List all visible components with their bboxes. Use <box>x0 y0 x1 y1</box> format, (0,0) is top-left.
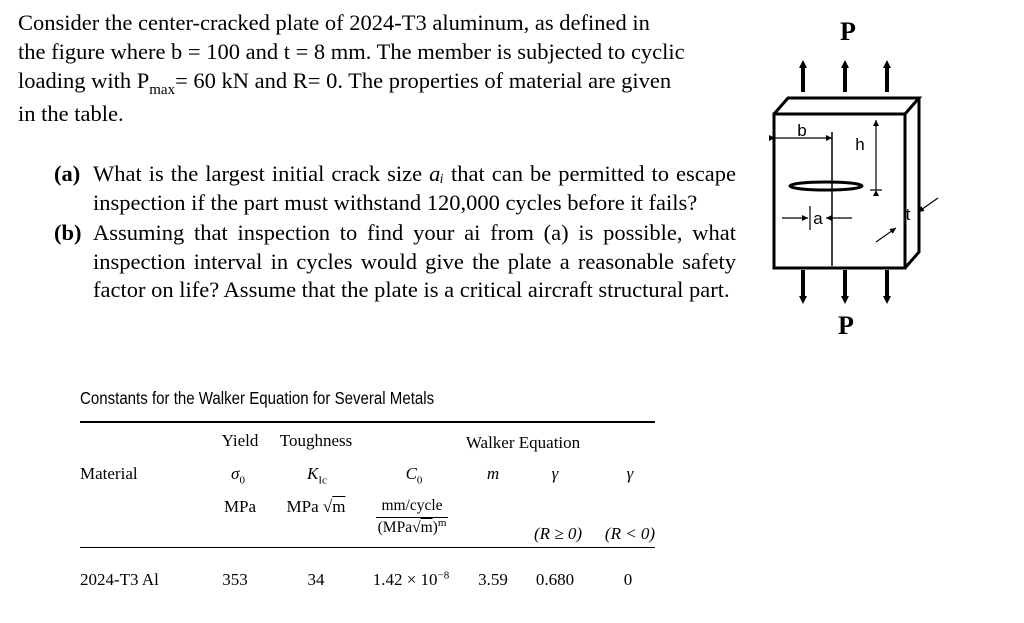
sigma-subscript: 0 <box>239 474 245 487</box>
symbol-gamma-pos: γ <box>551 464 559 483</box>
load-label-top: P <box>840 17 856 46</box>
table-caption: Constants for the Walker Equation for Several Metals <box>80 388 435 408</box>
crack-ellipse <box>790 182 862 190</box>
question-a-variable: aᵢ <box>429 161 444 186</box>
problem-line-3-pre: loading with P <box>18 68 150 93</box>
k-subscript: Ic <box>318 474 327 487</box>
c-subscript: 0 <box>416 474 423 487</box>
unit-toughness: MPa √m <box>286 497 346 516</box>
row-toughness: 34 <box>307 570 325 589</box>
dimension-t-outer <box>918 198 938 212</box>
unit-yield: MPa <box>223 497 257 516</box>
header-yield: Yield <box>221 431 259 450</box>
question-a-label: (a) <box>54 161 81 186</box>
question-a <box>54 160 736 217</box>
problem-line-3-post: = 60 kN and R= 0. The properties of material are given <box>175 68 672 93</box>
table-header-rule <box>80 547 655 548</box>
k-glyph: K <box>307 464 319 483</box>
symbol-c <box>405 464 423 487</box>
condition-r-negative: (R < 0) <box>604 524 656 543</box>
label-t: t <box>905 205 911 224</box>
cracked-plate-figure <box>766 8 946 348</box>
question-b-label: (b) <box>54 220 82 245</box>
problem-line-3 <box>18 66 736 98</box>
question-b <box>54 219 736 305</box>
dimension-t-inner <box>876 228 896 242</box>
top-load-arrows <box>803 64 887 92</box>
row-gamma-pos: 0.680 <box>535 570 575 589</box>
symbol-sigma <box>231 464 245 487</box>
pmax-subscript: max <box>149 82 176 98</box>
symbol-gamma-neg: γ <box>626 464 634 483</box>
question-a-text-pre: What is the largest initial crack size <box>93 161 430 186</box>
label-b: b <box>797 121 807 140</box>
row-c0: $1.42 \times 10^{-8}$ <box>372 569 450 589</box>
symbol-k <box>307 464 327 487</box>
load-label-bottom: P <box>838 311 854 340</box>
label-h: h <box>855 135 865 154</box>
unit-c-denominator: $(MPa√m)^m$ <box>377 516 447 536</box>
question-a-text-post: that can be permitted to escape inspection if the part must withstand 120,000 cycles before it fails? <box>93 161 737 215</box>
row-yield: 353 <box>222 570 248 589</box>
symbol-m: m <box>486 464 500 483</box>
header-walker: Walker Equation <box>465 433 581 452</box>
bottom-load-arrows <box>803 270 887 300</box>
condition-r-nonnegative: (R ≥ 0) <box>533 524 583 543</box>
problem-line-1: Consider the center-cracked plate of 2024-T3 aluminum, as defined in <box>18 10 650 35</box>
problem-line-4: in the table. <box>18 101 124 126</box>
questions-list <box>54 160 736 307</box>
c-glyph: C <box>405 464 417 483</box>
table-top-rule <box>80 421 655 423</box>
problem-statement <box>18 8 736 128</box>
label-a: a <box>813 209 823 228</box>
header-toughness: Toughness <box>279 431 353 450</box>
header-material: Material <box>80 464 138 483</box>
question-b-text: Assuming that inspection to find your ai from (a) is possible, what inspection interval in cycles would give the plate a reasonable safety factor on life? Assume that the plate is a critical aircraft structural part. <box>93 220 736 302</box>
sigma-glyph: σ <box>231 464 240 483</box>
row-gamma-neg: 0 <box>623 570 633 589</box>
unit-c-numerator: mm/cycle <box>381 497 443 514</box>
problem-line-2: the figure where b = 100 and t = 8 mm. The member is subjected to cyclic <box>18 39 685 64</box>
row-m: 3.59 <box>478 570 508 589</box>
row-material: 2024-T3 Al <box>80 570 159 589</box>
